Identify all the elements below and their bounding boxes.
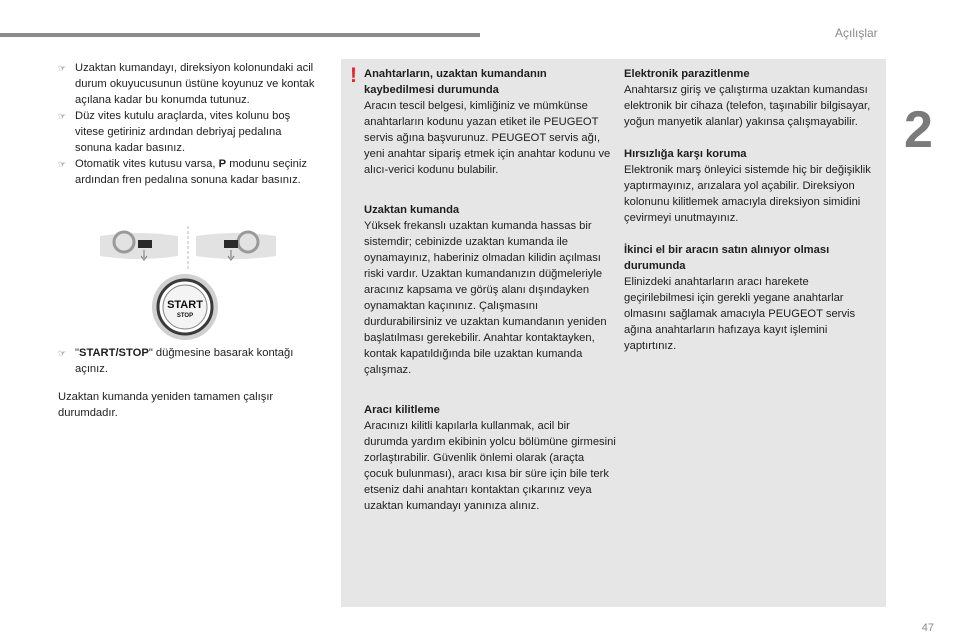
warning-block: İkinci el bir aracın satın alınıyor olması durumunda Elinizdeki anahtarların aracı harekete geçirilebilmesi için gerekli yegane anahtarlar olmasını sağlamak amacıyla PEUGEOT servis ağına anahtarların hafızaya kayıt işlemini yaptırtınız. [624, 244, 856, 352]
arrow-bullet-icon: ☞ [58, 348, 67, 358]
list-item: ☞ "START/STOP" düğmesine basarak kontağı açınız. [58, 347, 294, 375]
section-title: Açılışlar [835, 26, 878, 40]
arrow-bullet-icon: ☞ [58, 63, 67, 73]
chapter-number: 2 [904, 101, 933, 159]
warning-block: Hırsızlığa karşı koruma Elektronik marş önleyici sistemde hiç bir değişiklik yaptırmayınız, arızalara yol açabilir. Direksiyon kolonunu kilitlemek amacıyla direksiyon simidini çevirmeyi unutmayınız. [624, 148, 871, 224]
header-rule [0, 33, 480, 37]
stop-label: STOP [176, 313, 194, 319]
list-item: ☞ Düz vites kutulu araçlarda, vites kolunu boş vitese getiriniz ardından debriyaj pedalına sonuna kadar basınız. [58, 110, 291, 154]
warning-column-1 [364, 66, 616, 514]
warning-block: Anahtarların, uzaktan kumandanın kaybedilmesi durumunda Aracın tescil belgesi, kimliğiniz ve mümkünse anahtarların kodunu yazan etiket ile PEUGEOT servis ağına başvurunuz. PEUGEOT servis ağı, yeni anahtar sipariş etmek için anahtar kodunu ve alıcı-verici kodunu bulabilir. [364, 68, 611, 176]
page-number: 47 [921, 622, 934, 634]
warning-block: Aracı kilitleme Aracınızı kilitli kapılarla kullanmak, acil bir durumda yardım ekibinin yolcu bölümüne girmesini zorlaştırabilir. Güvenlik önlemi olarak (araçta çocuk bulunması), aracı kısa bir süre için bile terk etseniz dahi anahtarı kontaktan çıkarınız veya uzaktan kumandayı yanınıza alınız. [364, 404, 616, 512]
arrow-bullet-icon: ☞ [58, 111, 67, 121]
list-item: ☞ Otomatik vites kutusu varsa, P modunu seçiniz ardından fren pedalına sonuna kadar basınız. [58, 158, 307, 186]
warning-block: Elektronik parazitlenme Anahtarsız giriş ve çalıştırma uzaktan kumandası elektronik bir cihaza (telefon, taşınabilir bilgisayar, yoğun manyetik alanlar) yakınsa çalışmayabilir. [624, 68, 871, 128]
left-column-lower [58, 345, 320, 421]
steering-wheel-illustration [98, 226, 278, 270]
start-stop-button-illustration [150, 272, 220, 342]
list-item: ☞ Uzaktan kumandayı, direksiyon kolonundaki acil durum okuyucusunun üstüne koyunuz ve kontak açılana kadar bu konumda tutunuz. [58, 62, 315, 106]
left-column [58, 60, 320, 188]
start-label: START [167, 299, 203, 311]
note-text: Uzaktan kumanda yeniden tamamen çalışır durumdadır. [58, 391, 274, 419]
warning-block: Uzaktan kumanda Yüksek frekanslı uzaktan kumanda hassas bir sistemdir; cebinizde uzaktan kumanda ile oynamayınız, haberiniz olmadan kilidin açılması riski vardır. Uzaktan kumandanızın düğmeleriyle aracınız kapsama ve görüş alanı dışındayken oynamaktan kaçınınız. Çalışmasını durdurabilirsiniz ve uzaktan kumandanın yeniden başlatılması gerekebilir. Anahtar kontaktayken, kontak kapatıldığında bile uzaktan kumanda çalışmaz. [364, 204, 607, 376]
arrow-bullet-icon: ☞ [58, 159, 67, 169]
warning-column-2 [624, 66, 879, 354]
warning-exclamation-icon: ! [350, 64, 357, 87]
